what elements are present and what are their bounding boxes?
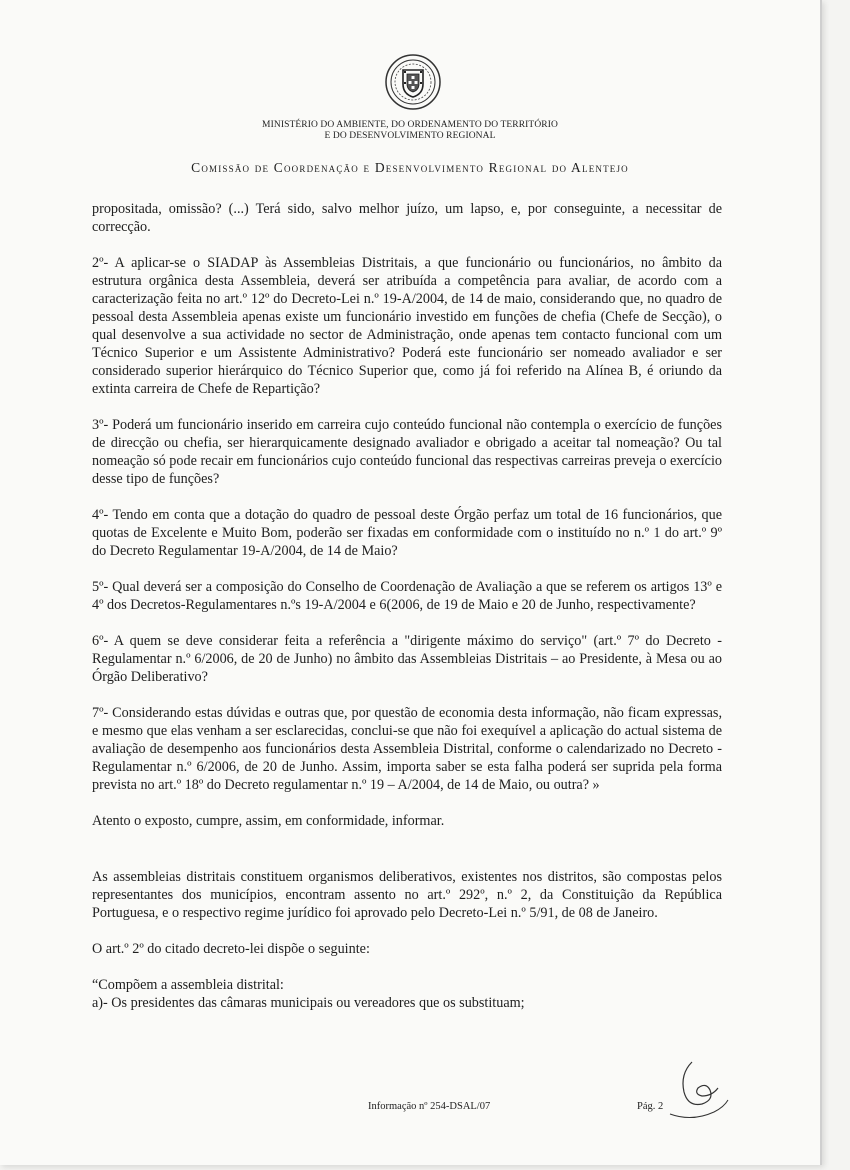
- paragraph-question-2: 2º- A aplicar-se o SIADAP às Assembleias Distritais, a que funcionário ou funcionários, no âmbito da estrutura orgânica desta Assembleia, deverá ser atribuída a competência para avaliar, de acordo com a caracterização feita no art.º 12º do Decreto-Lei n.º 19-A/2004, de 14 de maio, considerando que, no quadro de pessoal desta Assembleia apenas existe um funcionário investido em funções de chefia (Chefe de Secção), o qual desenvolve a sua actividade no sector de Administração, onde apenas tem contacto funcional com um Técnico Superior e um Assistente Administrativo? Poderá este funcionário ser nomeado avaliador e ser considerado superior hierárquico do Técnico Superior que, como já foi referido na Alínea B, é oriundo da extinta carreira de Chefe de Repartição?: [92, 255, 722, 397]
- paragraph-question-4: 4º- Tendo em conta que a dotação do quadro de pessoal deste Órgão perfaz um total de 16 funcionários, que quotas de Excelente e Muito Bom, poderão ser fixadas em conformidade com o instituído no n.º 1 do art.º 9º do Decreto Regulamentar 19-A/2004, de 14 de Maio?: [92, 507, 722, 559]
- ministry-line-2: E DO DESENVOLVIMENTO REGIONAL: [324, 131, 496, 141]
- ministry-line-1: MINISTÉRIO DO AMBIENTE, DO ORDENAMENTO DO TERRITÓRIO: [262, 120, 558, 130]
- paragraph-assemblies: As assembleias distritais constituem organismos deliberativos, existentes nos distritos, são compostas pelos representantes dos municípios, encontram assento no art.º 292º, n.º 2, da Constituição da República Portuguesa, e o respectivo regime jurídico foi aprovado pelo Decreto-Lei n.º 5/91, de 08 de Janeiro.: [92, 869, 722, 921]
- handwritten-initials: [662, 1052, 742, 1132]
- page-number: Pág. 2: [637, 1101, 664, 1112]
- paragraph-quote-item-a: a)- Os presidentes das câmaras municipais ou vereadores que os substituam;: [92, 995, 525, 1011]
- paragraph-continuation: propositada, omissão? (...) Terá sido, salvo melhor juízo, um lapso, e, por conseguinte, a necessitar de correcção.: [92, 201, 722, 235]
- paragraph-article-intro: O art.º 2º do citado decreto-lei dispõe o seguinte:: [92, 941, 370, 957]
- information-reference: Informação nº 254-DSAL/07: [368, 1101, 491, 1112]
- document-body: [92, 200, 722, 1012]
- paragraph-conclusion: Atento o exposto, cumpre, assim, em conformidade, informar.: [92, 813, 445, 829]
- paragraph-question-5: 5º- Qual deverá ser a composição do Conselho de Coordenação de Avaliação a que se referem os artigos 13º e 4º dos Decretos-Regulamentares n.ºs 19-A/2004 e 6(2006, de 19 de Maio e 20 de Junho, respectivamente?: [92, 579, 722, 613]
- ministry-header: [0, 120, 820, 142]
- paragraph-question-3: 3º- Poderá um funcionário inserido em carreira cujo conteúdo funcional não contempla o exercício de funções de direcção ou chefia, ser hierarquicamente designado avaliador e obrigado a aceitar tal nomeação? Ou tal nomeação só pode recair em funcionários cujo conteúdo funcional das respectivas carreiras preveja o exercício desse tipo de funções?: [92, 417, 722, 487]
- commission-title: Comissão de Coordenação e Desenvolvimento Regional do Alentejo: [191, 160, 629, 175]
- paragraph-question-7: 7º- Considerando estas dúvidas e outras que, por questão de economia desta informação, não ficam expressas, e mesmo que elas venham a ser esclarecidas, conclui-se que não foi exequível a aplicação do actual sistema de avaliação de desempenho aos funcionários desta Assembleia Distrital, conforme o calendarizado no Decreto - Regulamentar n.º 6/2006, de 20 de Junho. Assim, importa saber se esta falha poderá ser suprida pela forma prevista no art.º 18º do Decreto regulamentar n.º 19 – A/2004, de 14 de Maio, ou outra? »: [92, 705, 722, 793]
- paragraph-quote-heading: “Compõem a assembleia distrital:: [92, 977, 284, 993]
- paragraph-question-6: 6º- A quem se deve considerar feita a referência a "dirigente máximo do serviço" (art.º 7º do Decreto - Regulamentar n.º 6/2006, de 20 de Junho) no âmbito das Assembleias Distritais – ao Presidente, à Mesa ou ao Órgão Deliberativo?: [92, 633, 722, 685]
- coat-of-arms-emblem: [383, 52, 443, 112]
